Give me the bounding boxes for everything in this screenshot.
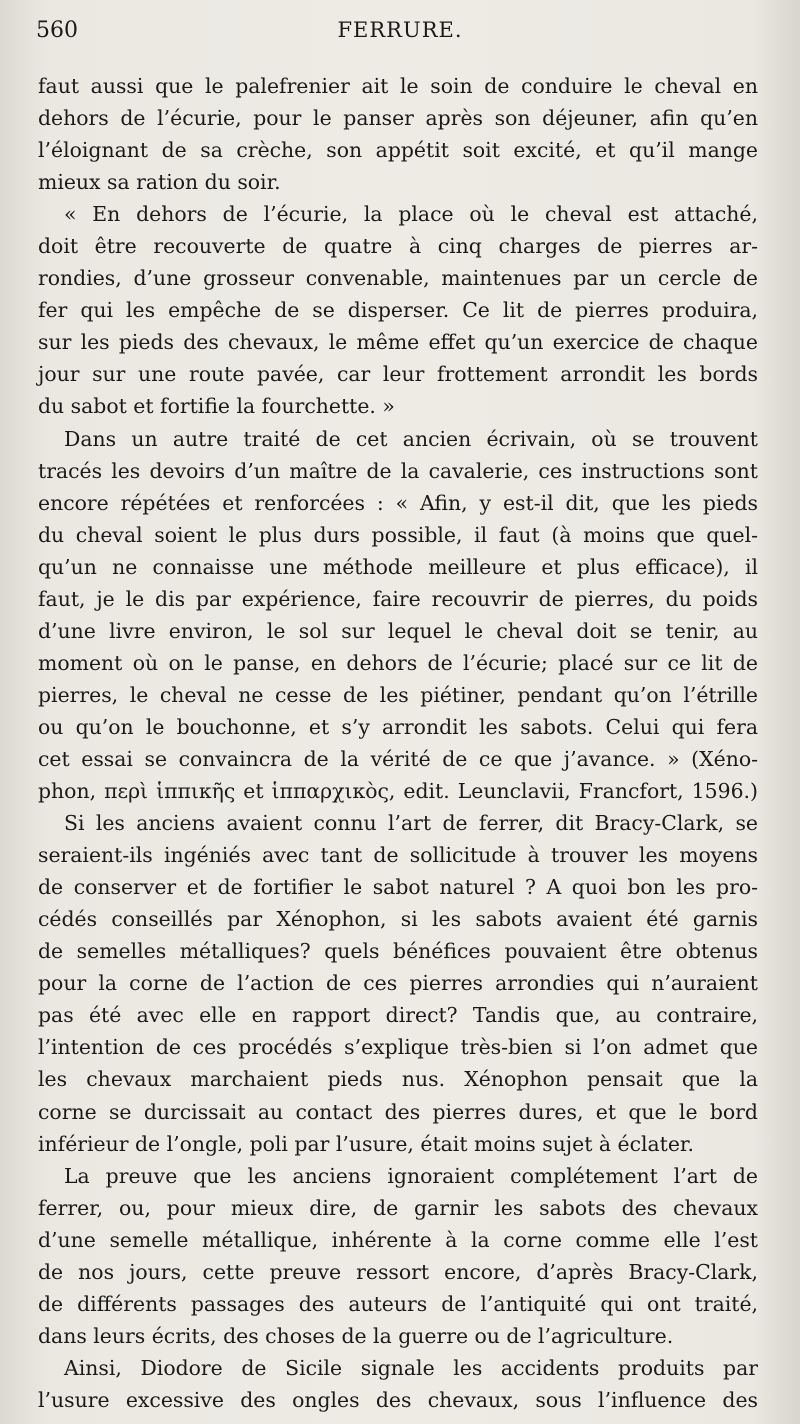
- text-line: La preuve que les anciens ignoraient complétement l’art de: [64, 1163, 758, 1188]
- text-line: inférieur de l’ongle, poli par l’usure, était moins sujet à éclater.: [38, 1131, 694, 1156]
- text-line: Si les anciens avaient connu l’art de ferrer, dit Bracy-Clark, se: [64, 811, 758, 836]
- text-line: encore répétées et renforcées : « Afin, y est-il dit, que les pieds: [38, 490, 758, 515]
- text-line: du sabot et fortifie la fourchette. »: [38, 394, 395, 419]
- text-line: ou qu’on le bouchonne, et s’y arrondit les sabots. Celui qui fera: [38, 714, 758, 739]
- text-line: l’éloignant de sa crèche, son appétit soit excité, et qu’il mange: [38, 138, 758, 163]
- text-line: d’une semelle métallique, inhérente à la corne comme elle l’est: [38, 1227, 758, 1252]
- text-line: pour la corne de l’action de ces pierres arrondies qui n’auraient: [38, 971, 758, 996]
- text-line: corne se durcissait au contact des pierres dures, et que le bord: [38, 1099, 758, 1124]
- text-line: ferrer, ou, pour mieux dire, de garnir les sabots des chevaux: [38, 1195, 758, 1220]
- text-line: de différents passages des auteurs de l’antiquité qui ont traité,: [38, 1291, 758, 1316]
- text-line: l’usure excessive des ongles des chevaux, sous l’influence des: [38, 1387, 758, 1412]
- body-text: [38, 70, 758, 1416]
- text-line: doit être recouverte de quatre à cinq charges de pierres ar-: [38, 234, 758, 259]
- running-head: [36, 18, 764, 52]
- text-line: de conserver et de fortifier le sabot naturel ? A quoi bon les pro-: [38, 875, 758, 900]
- text-line: mieux sa ration du soir.: [38, 170, 281, 195]
- text-line: Ainsi, Diodore de Sicile signale les accidents produits par: [64, 1355, 758, 1380]
- text-line: faut aussi que le palefrenier ait le soin de conduire le cheval en: [38, 74, 758, 98]
- text-line: fer qui les empêche de se disperser. Ce lit de pierres produira,: [38, 298, 758, 323]
- text-line: phon, περὶ ἱππικῆς et ἱππαρχικὸς, edit. Leunclavii, Francfort, 1596.): [38, 779, 758, 804]
- text-line: jour sur une route pavée, car leur frottement arrondit les bords: [38, 362, 758, 387]
- text-line: rondies, d’une grosseur convenable, maintenues par un cercle de: [38, 266, 758, 291]
- text-line: pas été avec elle en rapport direct? Tandis que, au contraire,: [38, 1003, 758, 1028]
- text-line: qu’un ne connaisse une méthode meilleure et plus efficace), il: [38, 554, 758, 579]
- text-line: cet essai se convaincra de la vérité de ce que j’avance. » (Xéno-: [38, 746, 758, 771]
- running-title: FERRURE.: [337, 18, 463, 42]
- text-line: cédés conseillés par Xénophon, si les sabots avaient été garnis: [38, 907, 758, 932]
- text-line: faut, je le dis par expérience, faire recouvrir de pierres, du poids: [38, 586, 758, 611]
- text-line: sur les pieds des chevaux, le même effet qu’un exercice de chaque: [38, 330, 758, 355]
- text-line: de semelles métalliques? quels bénéfices pouvaient être obtenus: [38, 939, 758, 964]
- text-line: seraient-ils ingéniés avec tant de sollicitude à trouver les moyens: [38, 843, 758, 868]
- text-line: moment où on le panse, en dehors de l’écurie; placé sur ce lit de: [38, 650, 758, 675]
- text-line: du cheval soient le plus durs possible, il faut (à moins que quel-: [38, 522, 758, 547]
- page-number: 560: [36, 18, 78, 43]
- text-line: l’intention de ces procédés s’explique très-bien si l’on admet que: [38, 1035, 758, 1060]
- text-line: les chevaux marchaient pieds nus. Xénophon pensait que la: [38, 1067, 758, 1092]
- text-line: dehors de l’écurie, pour le panser après son déjeuner, afin qu’en: [38, 106, 758, 131]
- text-line: Dans un autre traité de cet ancien écrivain, où se trouvent: [64, 426, 758, 451]
- text-line: d’une livre environ, le sol sur lequel le cheval doit se tenir, au: [38, 618, 758, 643]
- text-line: de nos jours, cette preuve ressort encore, d’après Bracy-Clark,: [38, 1259, 758, 1284]
- text-line: pierres, le cheval ne cesse de les piétiner, pendant qu’on l’étrille: [38, 682, 758, 707]
- text-line: dans leurs écrits, des choses de la guerre ou de l’agriculture.: [38, 1323, 674, 1348]
- text-line: tracés les devoirs d’un maître de la cavalerie, ces instructions sont: [38, 458, 758, 483]
- text-line: « En dehors de l’écurie, la place où le cheval est attaché,: [64, 202, 758, 227]
